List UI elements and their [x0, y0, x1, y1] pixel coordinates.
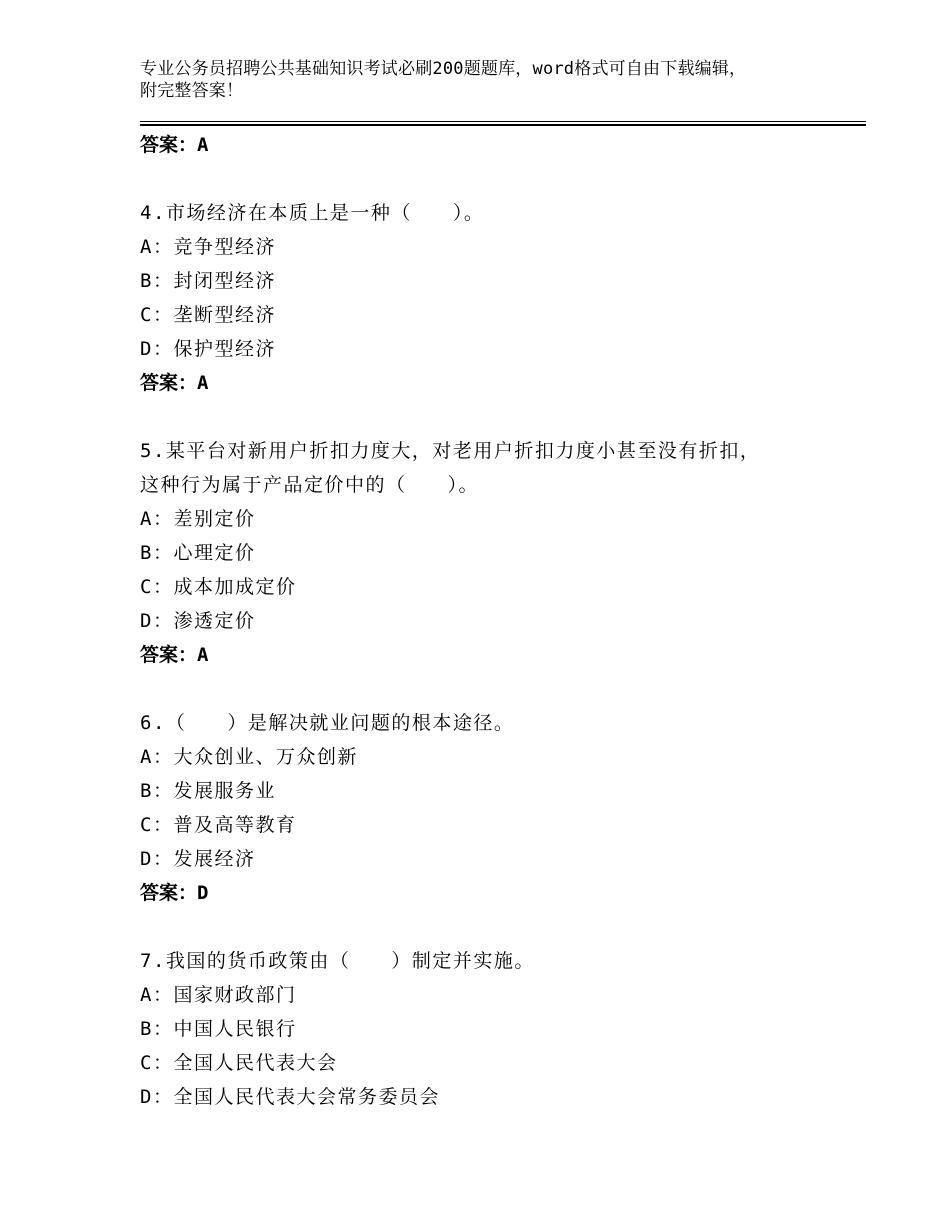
option-b: B：心理定价 [140, 542, 256, 564]
question-block [140, 706, 840, 910]
spacer [140, 400, 840, 434]
answer-key: 答案：A [140, 644, 209, 666]
header-line-2: 附完整答案！ [140, 81, 244, 101]
spacer [140, 910, 840, 944]
page-header [140, 58, 820, 102]
option-c: C：全国人民代表大会 [140, 1052, 338, 1074]
header-divider [140, 121, 866, 126]
option-d: D：保护型经济 [140, 338, 276, 360]
question-stem: 7.我国的货币政策由（ ）制定并实施。 [140, 950, 535, 972]
option-b: B：发展服务业 [140, 780, 276, 802]
question-block [140, 434, 840, 672]
option-d: D：全国人民代表大会常务委员会 [140, 1086, 440, 1108]
header-line-1: 专业公务员招聘公共基础知识考试必刷200题题库，word格式可自由下载编辑， [140, 59, 747, 79]
option-b: B：中国人民银行 [140, 1018, 297, 1040]
answer-key: 答案：A [140, 372, 209, 394]
spacer [140, 672, 840, 706]
option-a: A：大众创业、万众创新 [140, 746, 358, 768]
question-block [140, 944, 840, 1114]
answer-key: 答案：D [140, 882, 209, 904]
option-a: A：竞争型经济 [140, 236, 276, 258]
option-c: C：成本加成定价 [140, 576, 297, 598]
option-d: D：发展经济 [140, 848, 256, 870]
question-block [140, 196, 840, 400]
question-stem: 6.（ ）是解决就业问题的根本途径。 [140, 712, 515, 734]
answer-key: 答案：A [140, 134, 209, 156]
option-a: A：国家财政部门 [140, 984, 297, 1006]
question-stem: 5.某平台对新用户折扣力度大，对老用户折扣力度小甚至没有折扣， [140, 440, 761, 462]
option-c: C：普及高等教育 [140, 814, 297, 836]
spacer [140, 162, 840, 196]
question-stem: 4.市场经济在本质上是一种（ ）。 [140, 202, 485, 224]
question-stem-continued: 这种行为属于产品定价中的（ ）。 [140, 474, 480, 496]
option-b: B：封闭型经济 [140, 270, 276, 292]
question-list [140, 128, 840, 1114]
option-a: A：差别定价 [140, 508, 256, 530]
option-d: D：渗透定价 [140, 610, 256, 632]
option-c: C：垄断型经济 [140, 304, 276, 326]
